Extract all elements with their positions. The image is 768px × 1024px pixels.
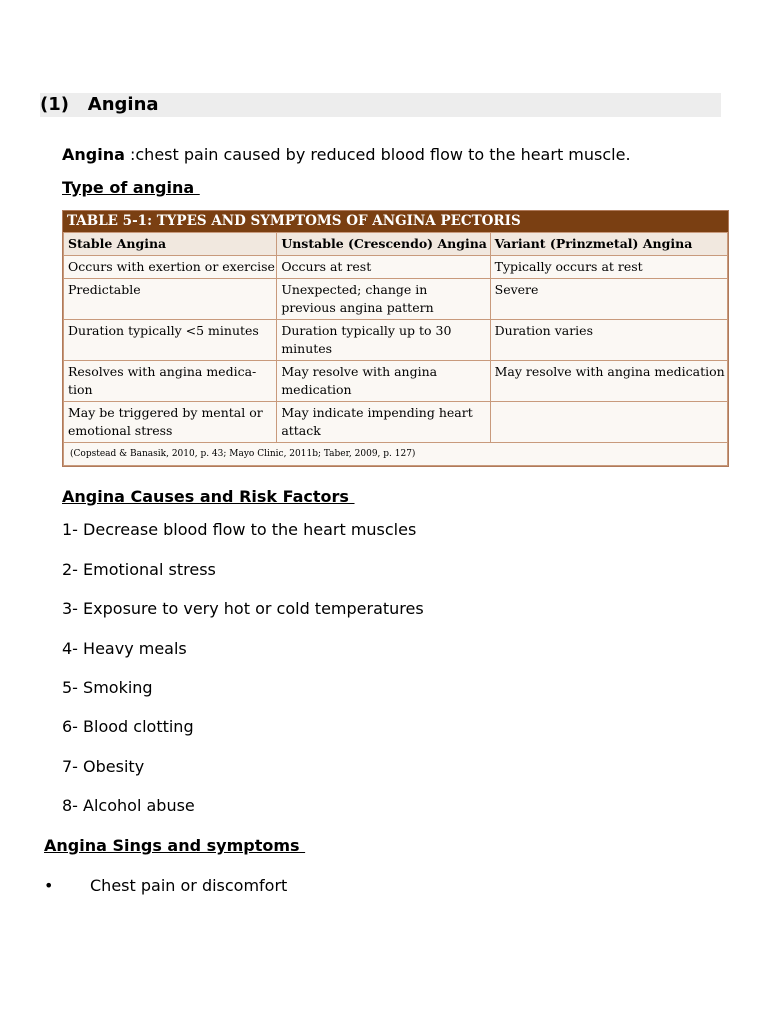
table-grid — [63, 232, 728, 466]
angina-types-table — [62, 210, 729, 467]
table-source: (Copstead & Banasik, 2010, p. 43; Mayo Clinic, 2011b; Taber, 2009, p. 127) — [64, 443, 728, 466]
table-source-row — [64, 443, 728, 466]
table-cell: Severe — [490, 279, 727, 320]
table-cell: Unexpected; change in previous angina pattern — [277, 279, 490, 320]
table-header-cell: Variant (Prinzmetal) Angina — [490, 233, 727, 256]
table-title: TABLE 5-1: TYPES AND SYMPTOMS OF ANGINA PECTORIS — [63, 211, 728, 232]
list-item: 2- Emotional stress — [62, 560, 216, 579]
table-cell: Occurs at rest — [277, 256, 490, 279]
section-title: Angina — [87, 94, 159, 115]
bullet-text: Chest pain or discomfort — [90, 876, 288, 895]
intro-paragraph — [62, 145, 631, 165]
table-row — [64, 279, 728, 320]
list-item: 3- Exposure to very hot or cold temperatures — [62, 599, 424, 618]
list-item: 7- Obesity — [62, 757, 145, 776]
type-heading: Type of angina — [62, 178, 200, 197]
list-item: 6- Blood clotting — [62, 717, 194, 736]
table-cell: May resolve with angina medication — [490, 361, 727, 402]
table-cell: Duration typically <5 minutes — [64, 320, 277, 361]
causes-heading: Angina Causes and Risk Factors — [62, 487, 355, 506]
symptoms-heading: Angina Sings and symptoms — [44, 836, 306, 855]
table-row — [64, 320, 728, 361]
table-cell: Occurs with exertion or exercise — [64, 256, 277, 279]
table-row — [64, 256, 728, 279]
table-row — [64, 402, 728, 443]
table-cell: May resolve with angina medication — [277, 361, 490, 402]
intro-definition: :chest pain caused by reduced blood flow to the heart muscle. — [124, 145, 631, 164]
table-cell: Duration typically up to 30 minutes — [277, 320, 490, 361]
intro-term: Angina — [62, 145, 125, 164]
list-item: 1- Decrease blood flow to the heart muscles — [62, 520, 417, 539]
table-cell: May indicate impending heart attack — [277, 402, 490, 443]
list-item: 4- Heavy meals — [62, 639, 187, 658]
section-heading — [40, 94, 159, 116]
table-row — [64, 361, 728, 402]
table-cell: May be triggered by mental or emotional stress — [64, 402, 277, 443]
list-item: 5- Smoking — [62, 678, 153, 697]
section-number: (1) — [40, 94, 69, 115]
table-header-cell: Unstable (Crescendo) Angina — [277, 233, 490, 256]
table-cell: Predictable — [64, 279, 277, 320]
bullet-icon: • — [44, 876, 54, 895]
table-header-cell: Stable Angina — [64, 233, 277, 256]
table-cell — [490, 402, 727, 443]
table-cell: Duration varies — [490, 320, 727, 361]
list-item: 8- Alcohol abuse — [62, 796, 195, 815]
table-cell: Resolves with angina medica-tion — [64, 361, 277, 402]
table-header-row — [64, 233, 728, 256]
table-cell: Typically occurs at rest — [490, 256, 727, 279]
